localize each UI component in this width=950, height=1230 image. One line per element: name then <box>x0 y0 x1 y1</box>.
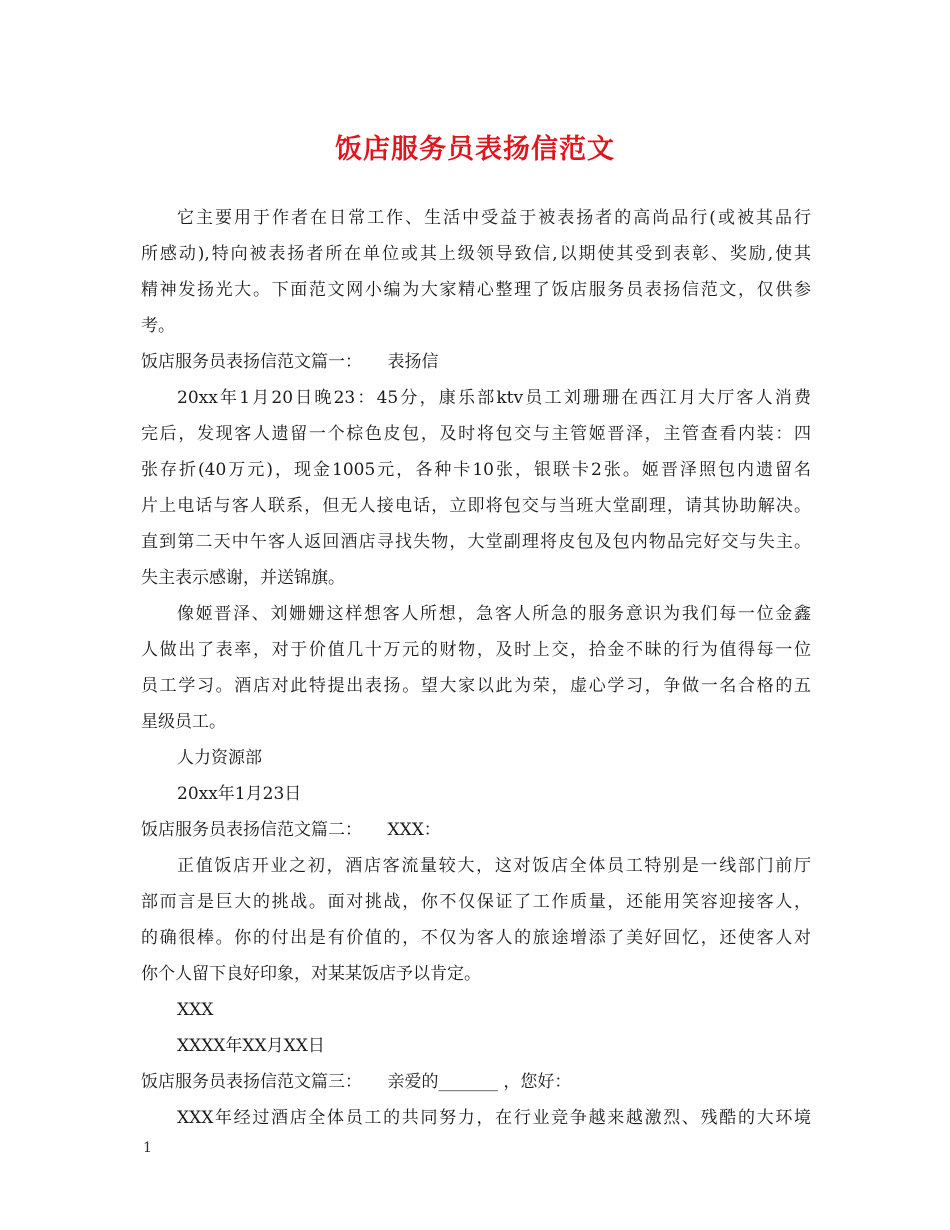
paragraph-line: 星级员工。 <box>141 712 226 732</box>
paragraph-line: 考。 <box>141 316 175 336</box>
section-heading: 饭店服务员表扬信范文篇三： 亲爱的_______ ，您好： <box>141 1072 572 1092</box>
document-title: 饭店服务员表扬信范文 <box>335 134 615 165</box>
paragraph-line: XXX年经过酒店全体员工的共同努力，在行业竞争越来越激烈、残酷的大环境 <box>177 1108 811 1128</box>
paragraph-line: 失主表示感谢，并送锦旗。 <box>141 568 345 588</box>
paragraph-line: 完后，发现客人遗留一个棕色皮包，及时将包交与主管姬晋泽，主管查看内装：四 <box>141 424 811 444</box>
paragraph-line: 20xx年1月20日晚23：45分，康乐部ktv员工刘珊珊在西江月大厅客人消费 <box>177 388 811 408</box>
paragraph-line: 的确很棒。你的付出是有价值的，不仅为客人的旅途增添了美好回忆，还使客人对 <box>141 928 811 948</box>
paragraph-line: 片上电话与客人联系，但无人接电话，立即将包交与当班大堂副理，请其协助解决。 <box>141 496 811 516</box>
paragraph-line: 所感动),特向被表扬者所在单位或其上级领导致信,以期使其受到表彰、奖励,使其 <box>141 244 811 264</box>
paragraph-line: 正值饭店开业之初，酒店客流量较大，这对饭店全体员工特别是一线部门前厅 <box>177 856 811 876</box>
signature-date: 20xx年1月23日 <box>177 784 302 804</box>
signature-date: XXXX年XX月XX日 <box>177 1036 325 1056</box>
page-number: 1 <box>143 1140 152 1156</box>
paragraph-line: 你个人留下良好印象，对某某饭店予以肯定。 <box>141 964 481 984</box>
paragraph-line: 张存折(40万元)，现金1005元，各种卡10张，银联卡2张。姬晋泽照包内遗留名 <box>141 460 811 480</box>
paragraph-line: 它主要用于作者在日常工作、生活中受益于被表扬者的高尚品行(或被其品行 <box>177 208 811 228</box>
section-heading: 饭店服务员表扬信范文篇一： 表扬信 <box>141 352 439 372</box>
paragraph-line: 人做出了表率，对于价值几十万元的财物，及时上交，拾金不昧的行为值得每一位 <box>141 640 811 660</box>
section-heading: 饭店服务员表扬信范文篇二： XXX： <box>141 820 441 840</box>
signature-name: XXX <box>177 1000 214 1020</box>
signature-department: 人力资源部 <box>177 748 262 768</box>
paragraph-line: 像姬晋泽、刘姗姗这样想客人所想，急客人所急的服务意识为我们每一位金鑫 <box>177 604 811 624</box>
paragraph-line: 精神发扬光大。下面范文网小编为大家精心整理了饭店服务员表扬信范文，仅供参 <box>141 280 811 300</box>
paragraph-line: 部而言是巨大的挑战。面对挑战，你不仅保证了工作质量，还能用笑容迎接客人， <box>141 892 811 912</box>
paragraph-line: 员工学习。酒店对此特提出表扬。望大家以此为荣，虚心学习，争做一名合格的五 <box>141 676 811 696</box>
paragraph-line: 直到第二天中午客人返回酒店寻找失物，大堂副理将皮包及包内物品完好交与失主。 <box>141 532 811 552</box>
